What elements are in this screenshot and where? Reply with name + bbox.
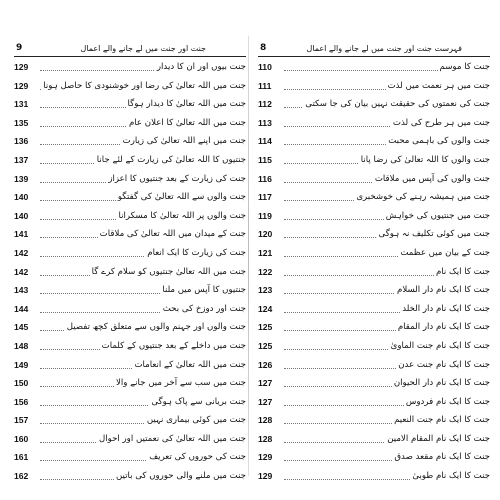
toc-entry	[258, 467, 490, 486]
toc-entry	[258, 393, 490, 412]
right-toc-list	[258, 58, 490, 486]
toc-entry-title: جنت والوں سے اللہ تعالیٰ کی گفتگو	[117, 192, 246, 203]
toc-entry-page: 128	[258, 433, 273, 444]
toc-entry	[14, 207, 246, 226]
toc-entry-title: جنت میں اپنے اللہ تعالیٰ کی زیارت	[122, 136, 246, 147]
toc-entry	[258, 356, 490, 375]
toc-entry-page: 110	[258, 62, 272, 72]
toc-entry-page: 114	[258, 136, 272, 147]
toc-entry-title: جنت کی نعمتوں کی حقیقت نہیں بیان کی جا سکتی	[305, 99, 490, 110]
toc-entry	[258, 430, 490, 449]
toc-entry-title: جنت میں ہر نعمت میں لذت	[387, 80, 490, 91]
toc-entry	[258, 58, 490, 77]
toc-entry-page: 124	[258, 303, 273, 314]
toc-entry-page: 123	[258, 285, 273, 296]
toc-entry-title: جنت بیوں اور ان کا دیدار	[156, 62, 246, 72]
toc-entry-title: جنت میں داخلے کے بعد جنتیوں کے کلمات	[101, 340, 246, 351]
toc-entry	[258, 188, 490, 207]
toc-entry-title: جنت والوں کی آپس میں ملاقات	[374, 173, 490, 184]
toc-entry-title: جنت کا موسم	[439, 62, 490, 72]
toc-entry-page: 127	[258, 378, 273, 389]
toc-entry-page: 129	[258, 471, 273, 482]
toc-entry-page: 129	[258, 452, 273, 463]
toc-entry-page: 141	[14, 229, 29, 240]
right-page-header-title: فہرست جنت اور جنت میں لے جانے والے اعمال	[306, 44, 462, 53]
toc-entry-title: جنت بریانی سے پاک ہوگی	[151, 396, 246, 407]
toc-entry	[14, 300, 246, 319]
toc-entry-title: جنت میں اللہ تعالیٰ کے انعامات	[134, 359, 246, 370]
toc-entry	[258, 132, 490, 151]
toc-entry-title: جنت کا ایک نام دار السلام	[397, 285, 490, 296]
toc-entry-page: 128	[258, 415, 273, 426]
toc-entry-title: جنت والوں کی باہمی محبت	[388, 136, 490, 147]
toc-entry-page: 142	[14, 266, 29, 277]
toc-entry-title: جنت میں اللہ تعالیٰ کی رضا اور خوشنودی کا حاصل ہونا	[43, 80, 246, 91]
toc-entry	[14, 356, 246, 375]
toc-entry-page: 121	[258, 247, 273, 258]
toc-entry-page: 111	[258, 80, 272, 91]
toc-entry	[14, 151, 246, 170]
toc-entry	[14, 337, 246, 356]
toc-entry-title: جنت کی زیارت کے بعد جنتیوں کا اعزاز	[108, 173, 246, 184]
toc-entry	[258, 77, 490, 96]
toc-entry-title: جنت کے میدان میں اللہ تعالیٰ کی ملاقات	[99, 229, 246, 240]
toc-entry-title: جنت کا ایک نام فردوس	[405, 396, 490, 407]
left-toc-list	[14, 58, 246, 486]
toc-entry-page: 161	[14, 452, 29, 463]
toc-entry	[258, 448, 490, 467]
toc-entry	[14, 132, 246, 151]
toc-entry-title: جنت کی زیارت کا ایک انعام	[147, 247, 246, 258]
toc-entry	[14, 95, 246, 114]
toc-entry	[14, 170, 246, 189]
toc-entry-title: جنت کا ایک نام دار المقام	[397, 322, 490, 333]
toc-entry-page: 116	[258, 173, 272, 184]
toc-entry-page: 148	[14, 340, 29, 351]
toc-entry-page: 149	[14, 359, 29, 370]
toc-entry-title: جنت اور دوزخ کی بحث	[162, 303, 246, 314]
toc-entry-page: 156	[14, 396, 29, 407]
toc-entry-title: جنت میں سب سے آخر میں جانے والا	[115, 378, 246, 389]
toc-entry-title: جنت میں جنتیوں کی خواہش	[385, 210, 490, 221]
toc-entry	[258, 411, 490, 430]
toc-entry-title: جنت کا ایک نام دار الخلد	[402, 303, 490, 314]
toc-entry-title: جنت میں اللہ تعالیٰ کا دیدار ہوگا	[127, 99, 246, 110]
toc-entry-title: جنت میں ملنے والی حوروں کی باتیں	[115, 471, 246, 482]
toc-entry-page: 127	[258, 396, 273, 407]
toc-entry	[14, 188, 246, 207]
toc-entry-title: جنت میں اللہ تعالیٰ جنتیوں کو سلام کرے گا	[91, 266, 246, 277]
toc-entry-page: 125	[258, 322, 273, 333]
toc-entry-title: جنت میں ہمیشہ رہنے کی خوشخبری	[356, 192, 490, 203]
toc-entry-title: جنت کا ایک نام	[435, 266, 490, 277]
toc-entry-page: 135	[14, 117, 29, 128]
toc-entry-title: جنت میں اللہ تعالیٰ کی نعمتیں اور احوال	[99, 433, 246, 444]
toc-entry-page: 150	[14, 378, 29, 389]
toc-entry-title: جنت والوں پر اللہ تعالیٰ کا مسکرانا	[118, 210, 246, 221]
right-page-number: 8	[260, 43, 267, 53]
toc-entry	[258, 318, 490, 337]
toc-entry	[14, 393, 246, 412]
toc-entry-title: جنت کا ایک نام جنت عدن	[398, 359, 490, 370]
toc-entry-title: جنت کا ایک نام جنت الماویٰ	[390, 340, 490, 351]
toc-entry-title: جنت میں کوئی تکلیف نہ ہوگی	[378, 229, 490, 240]
toc-entry-page: 142	[14, 247, 29, 258]
toc-entry	[14, 58, 246, 77]
toc-entry-title: جنت والوں کا اللہ تعالیٰ کی رضا پانا	[360, 154, 490, 165]
toc-entry-page: 162	[14, 471, 29, 482]
toc-entry-title: جنت کا ایک نام المقام الامین	[387, 433, 490, 444]
toc-entry-page: 160	[14, 433, 29, 444]
toc-entry-page: 112	[258, 99, 272, 110]
toc-entry-page: 125	[258, 340, 273, 351]
toc-entry	[258, 300, 490, 319]
toc-entry-title: جنت کا ایک نام مقعد صدق	[394, 452, 490, 463]
toc-entry-title: جنت کی حوروں کی تعریف	[149, 452, 246, 463]
toc-entry-page: 157	[14, 415, 29, 426]
toc-entry	[14, 114, 246, 133]
toc-entry	[258, 207, 490, 226]
toc-entry	[14, 281, 246, 300]
toc-entry-page: 113	[258, 117, 272, 128]
toc-entry	[258, 337, 490, 356]
toc-entry	[258, 114, 490, 133]
toc-entry	[14, 448, 246, 467]
toc-entry-page: 120	[258, 229, 273, 240]
toc-entry-page: 129	[14, 80, 29, 91]
toc-entry-page: 131	[14, 99, 29, 110]
left-page-header	[14, 42, 246, 57]
toc-entry-title: جنت والوں اور جہنم والوں سے متعلق کچھ تفصیل	[66, 322, 246, 333]
toc-entry-page: 119	[258, 210, 272, 221]
toc-entry	[258, 170, 490, 189]
toc-entry	[258, 225, 490, 244]
toc-entry	[14, 467, 246, 486]
left-page-number: 9	[16, 43, 23, 53]
toc-entry	[258, 374, 490, 393]
left-page	[14, 42, 246, 482]
toc-entry-title: جنتیوں کا آپس میں ملنا	[162, 285, 246, 296]
toc-entry	[258, 151, 490, 170]
toc-entry	[258, 281, 490, 300]
toc-entry	[258, 244, 490, 263]
right-page-header	[258, 42, 490, 57]
toc-entry-title: جنت کا ایک نام طوبیٰ	[412, 471, 490, 482]
toc-entry-page: 140	[14, 210, 29, 221]
toc-entry-page: 143	[14, 285, 29, 296]
toc-entry	[14, 77, 246, 96]
toc-entry-title: جنتیوں کا اللہ تعالیٰ کی زیارت کے لئے جانا	[96, 154, 246, 165]
toc-entry-page: 115	[258, 154, 272, 165]
toc-entry-page: 126	[258, 359, 273, 370]
toc-entry-title: جنت کا ایک نام دار الحیوان	[393, 378, 490, 389]
toc-entry-page: 144	[14, 303, 29, 314]
toc-entry-title: جنت میں ہر طرح کی لذت	[392, 117, 490, 128]
toc-entry-page: 137	[14, 154, 29, 165]
right-page	[258, 42, 490, 482]
toc-entry	[14, 318, 246, 337]
toc-entry-title: جنت میں کوئی بیماری نہیں	[146, 415, 246, 426]
toc-entry-page: 139	[14, 173, 29, 184]
toc-entry	[14, 374, 246, 393]
toc-entry-page: 140	[14, 192, 29, 203]
toc-entry-page: 117	[258, 192, 272, 203]
book-gutter	[248, 36, 249, 476]
toc-entry-page: 129	[14, 62, 29, 72]
toc-entry	[14, 411, 246, 430]
toc-entry-page: 145	[14, 322, 29, 333]
left-page-header-title: جنت اور جنت میں لے جانے والے اعمال	[80, 44, 206, 53]
toc-entry	[14, 225, 246, 244]
toc-entry	[258, 263, 490, 282]
toc-entry	[14, 263, 246, 282]
toc-entry-page: 122	[258, 266, 273, 277]
toc-entry-title: جنت میں اللہ تعالیٰ کا اعلان عام	[128, 117, 246, 128]
toc-entry-title: جنت کے بیان میں عظمت	[400, 247, 490, 258]
toc-entry	[14, 430, 246, 449]
toc-entry	[14, 244, 246, 263]
toc-entry-page: 136	[14, 136, 29, 147]
toc-entry	[258, 95, 490, 114]
toc-entry-title: جنت کا ایک نام جنت النعیم	[394, 415, 490, 426]
